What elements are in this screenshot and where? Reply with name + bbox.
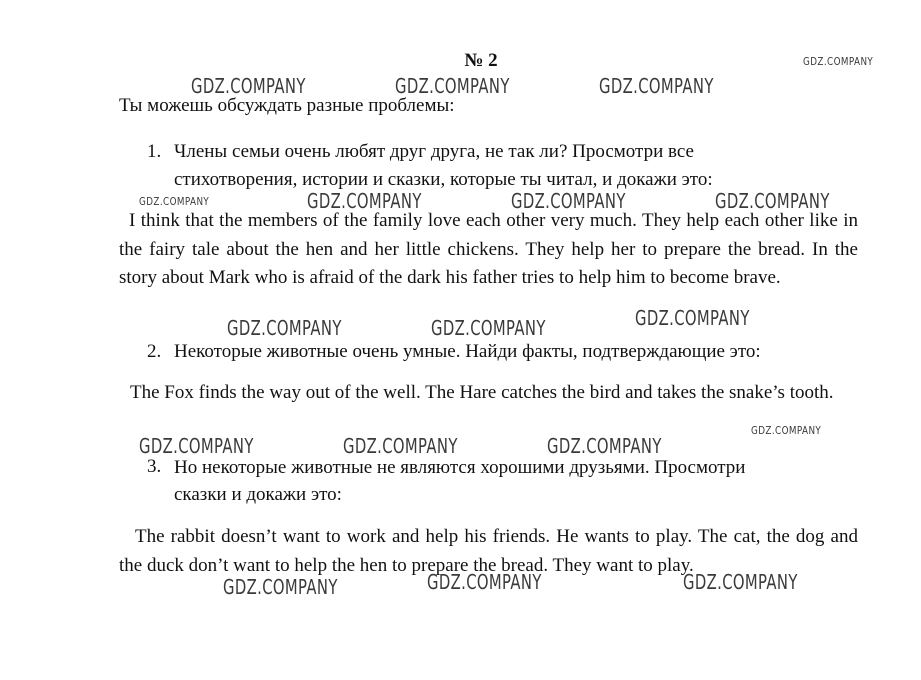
watermark: GDZ.COMPANY — [191, 74, 306, 98]
exercise-number: № 2 — [464, 50, 498, 71]
watermark: GDZ.COMPANY — [427, 570, 542, 594]
item-1-question-line-2: стихотворения, истории и сказки, которые ты читал, и докажи это: — [174, 169, 713, 190]
watermark: GDZ.COMPANY — [431, 316, 546, 340]
watermark: GDZ.COMPANY — [139, 434, 254, 458]
item-1-answer: I think that the members of the family love each other very much. They help each other like in the fairy tale about the hen and her little chickens. They help her to prepare the bread. In the story about Mark who is afraid of the dark his father tries to help him to become brave. — [119, 210, 858, 288]
watermark: GDZ.COMPANY — [343, 434, 458, 458]
watermark: GDZ.COMPANY — [635, 306, 750, 330]
watermark: GDZ.COMPANY — [599, 74, 714, 98]
watermark: GDZ.COMPANY — [683, 570, 798, 594]
item-2-number: 2. — [147, 341, 162, 362]
item-3-number: 3. — [147, 456, 162, 477]
item-1-question-line-1: Члены семьи очень любят друг друга, не так ли? Просмотри все — [174, 141, 694, 162]
watermark: GDZ.COMPANY — [751, 424, 822, 437]
item-2-answer: The Fox finds the way out of the well. The Hare catches the bird and takes the snake’s tooth. — [130, 382, 834, 403]
watermark: GDZ.COMPANY — [395, 74, 510, 98]
item-3-answer: The rabbit doesn’t want to work and help his friends. He wants to play. The cat, the dog and the duck don’t want to help the hen to prepare the bread. They want to play. — [119, 526, 858, 576]
watermark: GDZ.COMPANY — [511, 189, 626, 213]
item-2-question-line-1: Некоторые животные очень умные. Найди факты, подтверждающие это: — [174, 341, 761, 362]
watermark: GDZ.COMPANY — [547, 434, 662, 458]
item-1-number: 1. — [147, 141, 162, 162]
item-3-question-line-2: сказки и докажи это: — [174, 484, 342, 505]
watermark: GDZ.COMPANY — [227, 316, 342, 340]
item-3-question-line-1: Но некоторые животные не являются хорошими друзьями. Просмотри — [174, 457, 746, 478]
watermark: GDZ.COMPANY — [223, 575, 338, 599]
watermark: GDZ.COMPANY — [715, 189, 830, 213]
watermark: GDZ.COMPANY — [307, 189, 422, 213]
watermark: GDZ.COMPANY — [803, 55, 874, 68]
intro-text: Ты можешь обсуждать разные проблемы: — [119, 95, 455, 116]
watermark: GDZ.COMPANY — [139, 195, 210, 208]
